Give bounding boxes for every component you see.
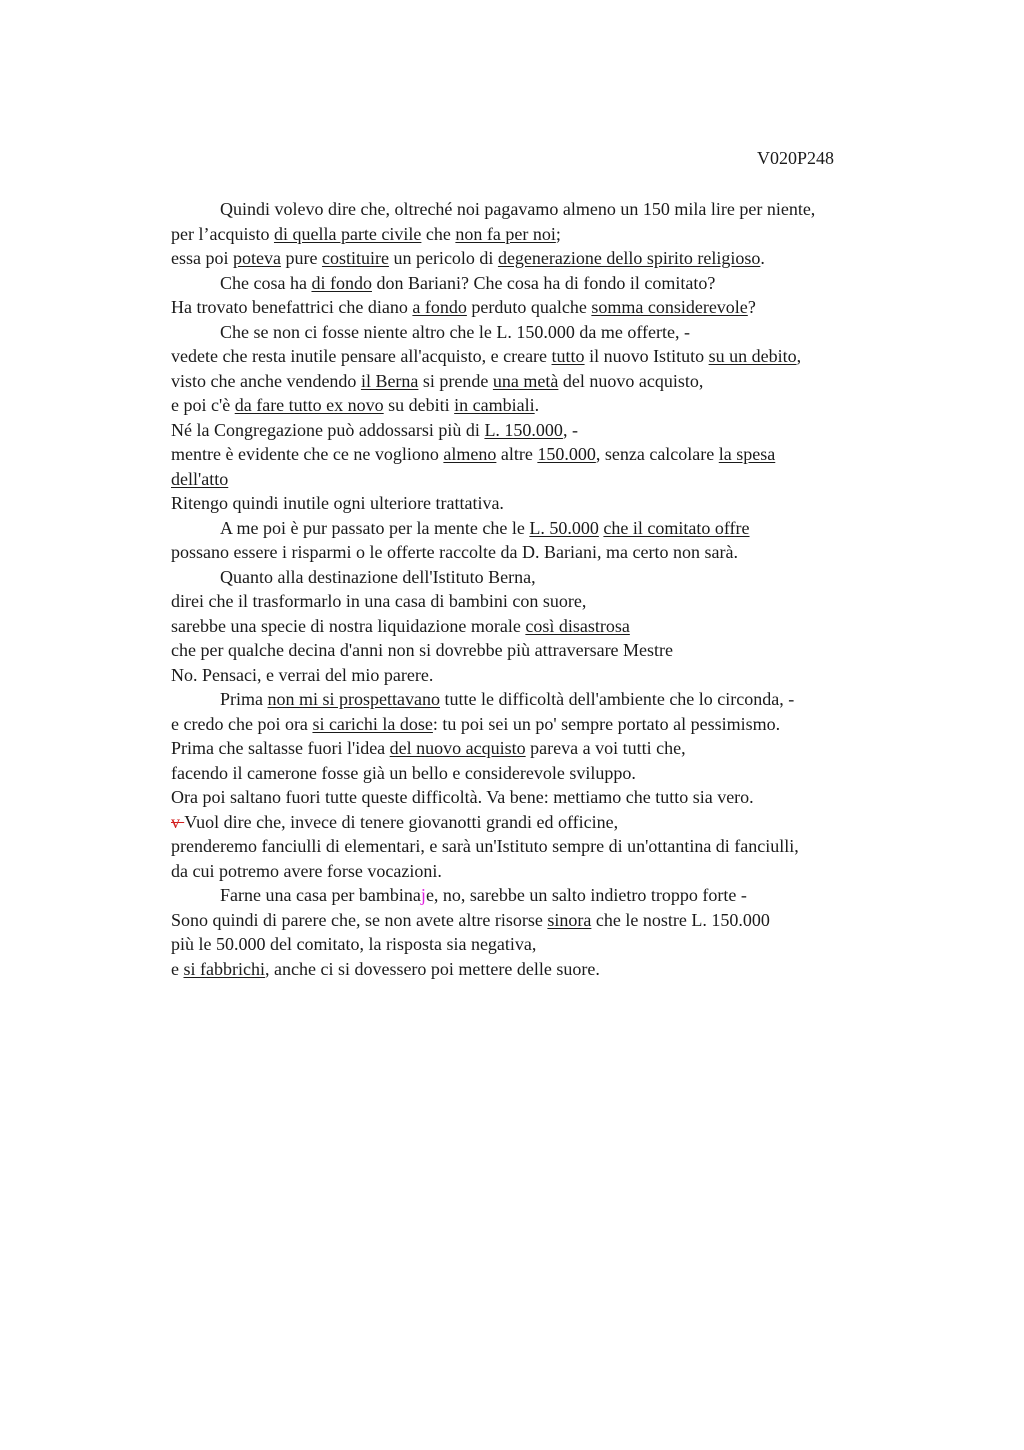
text-line (171, 467, 911, 492)
page-identifier: V020P248 (757, 148, 835, 168)
text-line (171, 246, 911, 271)
text-segment: ? (747, 297, 756, 317)
text-segment: si prende (418, 370, 493, 391)
text-segment: facendo il camerone fosse già un bello e considerevole sviluppo. (171, 762, 636, 783)
text-segment: il nuovo Istituto (584, 346, 709, 366)
text-segment: e, no, sarebbe un salto indietro troppo forte - (425, 885, 747, 905)
text-segment: Vuol dire che, invece di tenere giovanotti grandi ed officine, (184, 811, 619, 832)
text-segment: perduto qualche (466, 297, 592, 317)
text-line (171, 540, 911, 565)
underlined-phrase: somma considerevole (591, 297, 748, 317)
underlined-phrase: così disastrosa (525, 615, 630, 636)
text-segment: Ritengo quindi inutile ogni ulteriore trattativa. (171, 493, 504, 513)
text-segment: ; (555, 223, 561, 244)
text-line (171, 491, 911, 516)
text-segment: più le 50.000 del comitato, la risposta sia negativa, (171, 934, 537, 954)
underlined-phrase: sinora (547, 909, 592, 930)
underlined-phrase: da fare tutto ex novo (234, 395, 384, 415)
text-segment: e poi c'è (171, 395, 235, 415)
text-segment: vedete che resta inutile pensare all'acquisto, e creare (171, 346, 552, 366)
text-line (171, 197, 911, 222)
text-segment: per l’acquisto (171, 223, 274, 244)
text-line (171, 663, 911, 688)
text-line (171, 320, 911, 345)
inserted-letter: j (420, 885, 426, 905)
text-segment: prenderemo fanciulli di elementari, e sarà un'Istituto sempre di un'ottantina di fanciulli, (171, 836, 799, 856)
text-line (171, 393, 911, 418)
text-segment: visto che anche vendendo (171, 370, 361, 391)
text-segment: sarebbe una specie di nostra liquidazione morale (171, 615, 526, 636)
text-segment: del nuovo acquisto, (558, 370, 704, 391)
text-segment: Prima che saltasse fuori l'idea (171, 738, 390, 758)
text-line (171, 589, 911, 614)
text-line (171, 761, 911, 786)
text-line (171, 271, 911, 296)
underlined-phrase: la spesa (718, 444, 776, 464)
underlined-phrase: non fa per noi (455, 223, 556, 244)
text-segment: , anche ci si dovessero poi mettere delle suore. (264, 958, 600, 979)
text-line (171, 565, 911, 590)
underlined-phrase: che il comitato offre (603, 517, 750, 538)
text-segment: Che se non ci fosse niente altro che le L. 150.000 da me offerte, - (220, 321, 691, 342)
text-segment: possano essere i risparmi o le offerte raccolte da D. Bariani, ma certo non sarà. (171, 542, 738, 562)
text-line (171, 687, 911, 712)
text-line (171, 883, 911, 908)
text-segment: Ora poi saltano fuori tutte queste difficoltà. Va bene: mettiamo che tutto sia vero. (171, 787, 754, 807)
text-segment: che per qualche decina d'anni non si dovrebbe più attraversare Mestre (171, 640, 674, 660)
text-segment: un pericolo di (388, 248, 498, 268)
text-segment: , senza calcolare (595, 444, 719, 464)
text-segment: . (534, 395, 540, 415)
text-segment: Quindi volevo dire che, oltreché noi pagavamo almeno un 150 mila lire per niente, (220, 199, 816, 219)
underlined-phrase: poteva (233, 248, 281, 268)
underlined-phrase: 150.000 (537, 444, 596, 464)
text-segment: da cui potremo avere forse vocazioni. (171, 860, 442, 881)
text-segment: che (421, 223, 456, 244)
underlined-phrase: a fondo (412, 297, 467, 317)
underlined-phrase: di quella parte civile (273, 223, 422, 244)
text-segment: pure (280, 248, 322, 268)
underlined-phrase: dell'atto (171, 468, 229, 489)
underlined-phrase: non mi si prospettavano (267, 689, 440, 709)
text-line (171, 369, 911, 394)
text-segment: don Bariani? Che cosa ha di fondo il comitato? (371, 272, 716, 293)
text-line (171, 712, 911, 737)
underlined-phrase: almeno (443, 444, 497, 464)
underlined-phrase: tutto (551, 346, 585, 366)
text-segment: altre (496, 444, 538, 464)
text-line (171, 344, 911, 369)
letter-body (171, 197, 911, 981)
text-segment: A me poi è pur passato per la mente che le (220, 517, 530, 538)
text-line (171, 638, 911, 663)
text-line (171, 614, 911, 639)
text-segment: Quanto alla destinazione dell'Istituto Berna, (220, 566, 536, 587)
text-segment: direi che il trasformarlo in una casa di bambini con suore, (171, 591, 587, 611)
text-segment: tutte le difficoltà dell'ambiente che lo circonda, - (439, 689, 795, 709)
struck-out-mark: v (171, 811, 185, 832)
text-line (171, 785, 911, 810)
underlined-phrase: L. 50.000 (529, 517, 599, 538)
underlined-phrase: del nuovo acquisto (389, 738, 526, 758)
text-segment: mentre è evidente che ce ne vogliono (171, 444, 444, 464)
text-line (171, 516, 911, 541)
text-line (171, 222, 911, 247)
text-line (171, 418, 911, 443)
underlined-phrase: degenerazione dello spirito religioso (497, 248, 761, 268)
text-line (171, 295, 911, 320)
text-line (171, 957, 911, 982)
text-segment: No. Pensaci, e verrai del mio parere. (171, 664, 434, 685)
text-segment: Prima (220, 689, 268, 709)
text-segment: Ha trovato benefattrici che diano (171, 297, 413, 317)
text-segment: pareva a voi tutti che, (525, 738, 686, 758)
text-segment: su debiti (383, 395, 455, 415)
text-line (171, 859, 911, 884)
text-segment: che le nostre L. 150.000 (591, 909, 770, 930)
underlined-phrase: L. 150.000 (484, 419, 563, 440)
text-segment: e credo che poi ora (171, 713, 313, 734)
underlined-phrase: il Berna (360, 370, 419, 391)
text-segment: Farne una casa per bambina (220, 885, 421, 905)
underlined-phrase: su un debito (708, 346, 797, 366)
text-segment: e (171, 958, 184, 979)
text-segment: Sono quindi di parere che, se non avete altre risorse (171, 909, 548, 930)
underlined-phrase: si carichi la dose (312, 713, 433, 734)
underlined-phrase: si fabbrichi (183, 958, 265, 979)
text-segment: Che cosa ha (220, 272, 312, 293)
underlined-phrase: di fondo (311, 272, 372, 293)
text-segment: . (760, 248, 765, 268)
text-segment: Né la Congregazione può addossarsi più di (171, 419, 485, 440)
text-segment: , (796, 346, 802, 366)
underlined-phrase: in cambiali (454, 395, 535, 415)
text-segment: , - (562, 419, 578, 440)
text-line (171, 736, 911, 761)
text-segment: essa poi (171, 248, 233, 268)
text-line (171, 932, 911, 957)
underlined-phrase: costituire (321, 248, 389, 268)
text-line (171, 834, 911, 859)
text-segment: : tu poi sei un po' sempre portato al pessimismo. (432, 713, 781, 734)
text-line (171, 810, 911, 835)
text-line (171, 442, 911, 467)
text-line (171, 908, 911, 933)
underlined-phrase: una metà (492, 370, 559, 391)
